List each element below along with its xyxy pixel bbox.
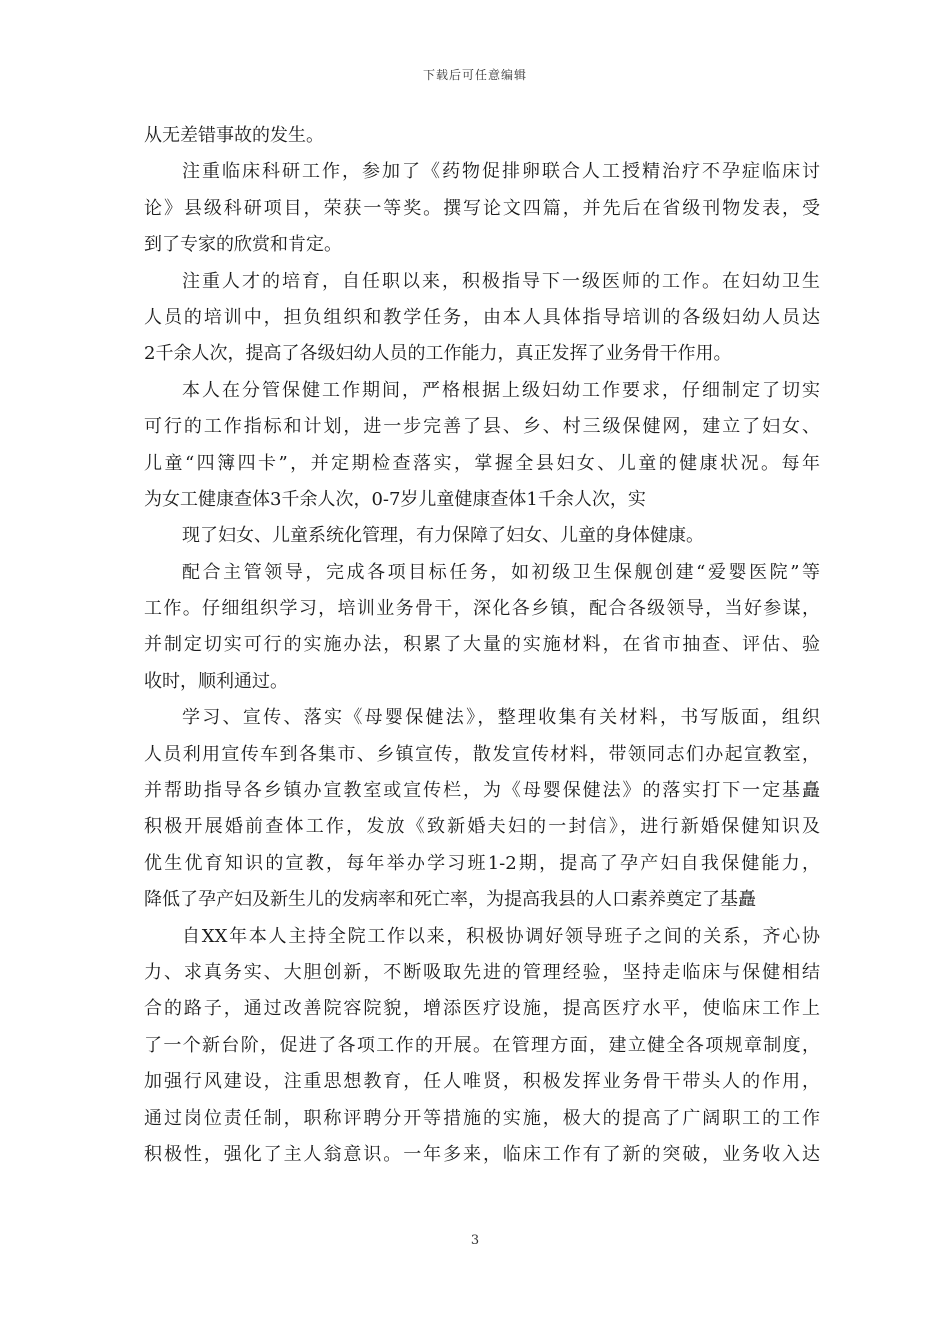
text-line: 可行的工作指标和计划，进一步完善了县、乡、村三级保健网，建立了妇女、: [144, 416, 820, 438]
text-line: 儿童“四簿四卡”，并定期检查落实，掌握全县妇女、儿童的健康状况。每年: [144, 452, 820, 474]
text-line: 本人在分管保健工作期间，严格根据上级妇幼工作要求，仔细制定了切实: [182, 379, 820, 401]
text-line: 加强行风建设，注重思想教育，任人唯贤，积极发挥业务骨干带头人的作用，: [144, 1071, 820, 1093]
text-line: 论》县级科研项目，荣获一等奖。撰写论文四篇，并先后在省级刊物发表，受: [144, 197, 820, 219]
text-line: 2千余人次，提高了各级妇幼人员的工作能力，真正发挥了业务骨干作用。: [144, 343, 732, 365]
text-line: 降低了孕产妇及新生儿的发病率和死亡率，为提高我县的人口素养奠定了基矗: [144, 889, 756, 911]
text-line: 通过岗位责任制，职称评聘分开等措施的实施，极大的提高了广阔职工的工作: [144, 1107, 820, 1129]
text-line: 力、求真务实、大胆创新，不断吸取先进的管理经验，坚持走临床与保健相结: [144, 961, 820, 983]
text-line: 人员利用宣传车到各集市、乡镇宣传，散发宣传材料，带领同志们办起宣教室，: [144, 743, 820, 765]
text-line: 优生优育知识的宣教，每年举办学习班1-2期，提高了孕产妇自我保健能力，: [144, 852, 820, 874]
page-number: 3: [470, 1233, 480, 1248]
text-line: 注重人才的培育，自任职以来，积极指导下一级医师的工作。在妇幼卫生: [182, 270, 820, 292]
text-line: 自XX年本人主持全院工作以来，积极协调好领导班子之间的关系，齐心协: [182, 925, 820, 947]
text-line: 积极开展婚前查体工作，发放《致新婚夫妇的一封信》，进行新婚保健知识及: [144, 816, 820, 838]
text-line: 为女工健康查体3千余人次，0-7岁儿童健康查体1千余人次，实: [144, 488, 646, 510]
text-line: 了一个新台阶，促进了各项工作的开展。在管理方面，建立健全各项规章制度，: [144, 1034, 820, 1056]
text-line: 注重临床科研工作，参加了《药物促排卵联合人工授精治疗不孕症临床讨: [182, 161, 820, 183]
text-line: 合的路子，通过改善院容院貌，增添医疗设施，提高医疗水平，使临床工作上: [144, 998, 820, 1020]
text-line: 并帮助指导各乡镇办宣教室或宣传栏，为《母婴保健法》的落实打下一定基矗: [144, 780, 820, 802]
text-line: 学习、宣传、落实《母婴保健法》，整理收集有关材料，书写版面，组织: [182, 707, 820, 729]
text-line: 到了专家的欣赏和肯定。: [144, 234, 342, 256]
text-line: 现了妇女、儿童系统化管理，有力保障了妇女、儿童的身体健康。: [182, 525, 704, 547]
text-line: 从无差错事故的发生。: [144, 125, 324, 146]
text-line: 积极性，强化了主人翁意识。一年多来，临床工作有了新的突破，业务收入达: [144, 1143, 820, 1165]
document-body: [144, 118, 820, 1173]
text-line: 收时，顺利通过。: [144, 670, 288, 692]
text-line: 人员的培训中，担负组织和教学任务，由本人具体指导培训的各级妇幼人员达: [144, 306, 820, 328]
text-line: 工作。仔细组织学习，培训业务骨干，深化各乡镇，配合各级领导，当好参谋，: [144, 598, 820, 620]
text-line: 配合主管领导，完成各项目标任务，如初级卫生保舰创建“爱婴医院”等: [182, 561, 820, 583]
text-line: 并制定切实可行的实施办法，积累了大量的实施材料，在省市抽查、评估、验: [144, 634, 820, 656]
page-header: 下载后可任意编辑: [422, 68, 527, 82]
